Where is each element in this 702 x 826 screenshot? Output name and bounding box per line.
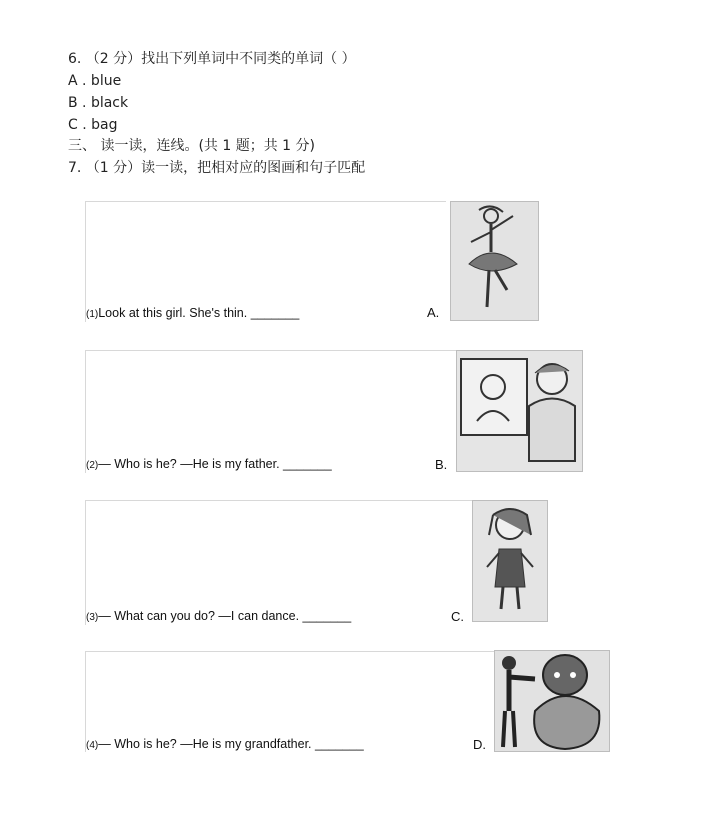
match-row-1 xyxy=(85,201,446,322)
picture-letter-b: B. xyxy=(435,457,448,472)
sentence-text: — Who is he? —He is my grandfather. _______ xyxy=(98,737,364,751)
question-7-title: 7. （1 分）读一读，把相对应的图画和句子匹配 xyxy=(68,160,366,176)
picture-letter-c: C. xyxy=(451,609,464,624)
ballerina-girl-picture xyxy=(450,201,539,321)
section-3-heading: 三、 读一读，连线。(共 1 题；共 1 分) xyxy=(68,138,315,154)
boy-and-big-man-picture xyxy=(494,650,610,752)
sentence-text: — What can you do? —I can dance. _______ xyxy=(98,609,352,623)
option-b[interactable]: B . black xyxy=(68,95,129,111)
sentence-2 xyxy=(86,457,332,471)
sentence-3 xyxy=(86,609,351,623)
girl-standing-picture xyxy=(472,500,548,622)
sentence-4 xyxy=(86,737,364,751)
sentence-text: Look at this girl. She's thin. _______ xyxy=(98,306,300,320)
sentence-number: (4) xyxy=(86,740,99,751)
sentence-number: (3) xyxy=(86,612,99,623)
sentence-number: (1) xyxy=(86,309,99,320)
sentence-1 xyxy=(86,306,299,320)
match-row-2 xyxy=(85,350,456,473)
question-6-title: 6. （2 分）找出下列单词中不同类的单词（ ） xyxy=(68,51,356,67)
boy-with-portrait-picture xyxy=(456,350,583,472)
picture-letter-a: A. xyxy=(427,305,440,320)
match-row-4 xyxy=(85,651,494,752)
option-c[interactable]: C . bag xyxy=(68,117,118,133)
sentence-text: — Who is he? —He is my father. _______ xyxy=(98,457,332,471)
picture-letter-d: D. xyxy=(473,737,486,752)
sentence-number: (2) xyxy=(86,460,99,471)
option-a[interactable]: A . blue xyxy=(68,73,122,89)
match-row-3 xyxy=(85,500,472,625)
